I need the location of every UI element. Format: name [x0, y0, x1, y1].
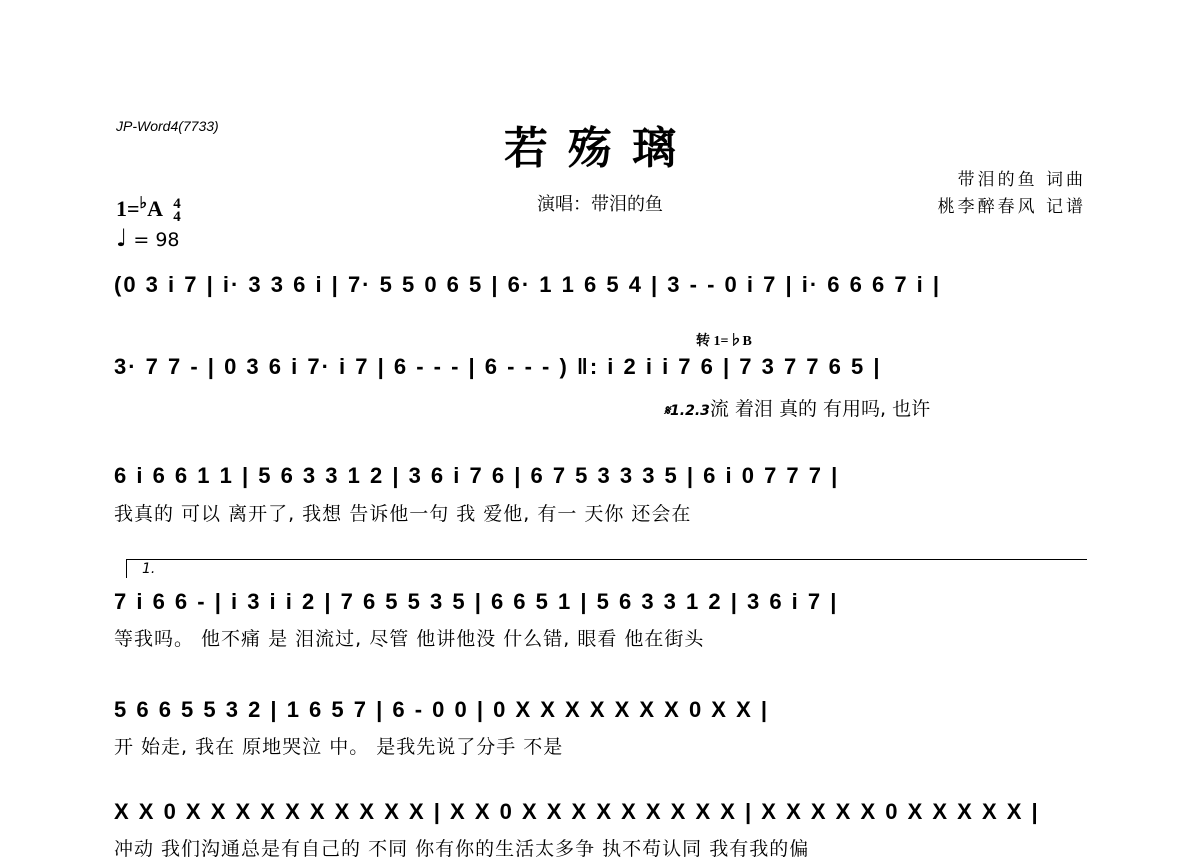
score-line: X X 0 X X X X X X X X X X | X X 0 X X X X X X X X X | X X X X X 0 X X X X X |: [114, 799, 1040, 824]
time-signature-top: 4: [173, 195, 181, 212]
segno-lyric: [664, 394, 930, 421]
song-title: 若殇璃: [504, 123, 696, 174]
tempo-value: = 98: [133, 229, 180, 251]
singer-credit: 演唱：带泪的鱼: [537, 194, 663, 215]
lyric-line: 开 始走, 我在 原地哭泣 中。 是我先说了分手 不是: [114, 736, 564, 758]
time-signature: [173, 195, 181, 225]
key-prefix: 1=: [116, 196, 140, 221]
key-signature: [116, 193, 181, 224]
segno-icon: 𝄋1.2.3: [664, 403, 710, 419]
flat-icon: ♭: [139, 195, 148, 212]
quarter-note-icon: ♩: [116, 224, 128, 252]
score-line: 6 i 6 6 1 1 | 5 6 3 3 1 2 | 3 6 i 7 6 | 6 7 5 3 3 3 5 | 6 i 0 7 7 7 |: [114, 463, 840, 488]
volta-bracket: [126, 559, 1087, 578]
key-note: A: [147, 196, 162, 221]
app-id: JP-Word4(7733): [116, 118, 219, 134]
time-signature-bottom: 4: [173, 208, 181, 225]
volta-label: 1.: [142, 561, 156, 577]
score-line: 3· 7 7 - | 0 3 6 i 7· i 7 | 6 - - - | 6 - - - ) ‖: i 2 i i 7 6 | 7 3 7 7 6 5 |: [114, 354, 882, 379]
lyricist-composer-credit: 带泪的鱼 词曲: [957, 170, 1086, 190]
transcriber-credit: 桃李醉春风 记谱: [937, 197, 1086, 217]
key-change-marking: 转 1=♭B: [696, 334, 752, 349]
score-line: (0 3 i 7 | i· 3 3 6 i | 7· 5 5 0 6 5 | 6· 1 1 6 5 4 | 3 - - 0 i 7 | i· 6 6 6 7 i |: [114, 272, 942, 297]
score-line: 5 6 6 5 5 3 2 | 1 6 5 7 | 6 - 0 0 | 0 X X X X X X X 0 X X |: [114, 697, 770, 722]
lyric-line: 等我吗。 他不痛 是 泪流过, 尽管 他讲他没 什么错, 眼看 他在街头: [114, 628, 705, 650]
score-line: 7 i 6 6 - | i 3 i i 2 | 7 6 5 5 3 5 | 6 6 5 1 | 5 6 3 3 1 2 | 3 6 i 7 |: [114, 589, 839, 614]
lyric-line: 我真的 可以 离开了, 我想 告诉他一句 我 爱他, 有一 天你 还会在: [114, 503, 692, 525]
segno-lyric-text: 流 着泪 真的 有用吗, 也许: [709, 398, 931, 420]
tempo-marking: [116, 224, 180, 252]
lyric-line: 冲动 我们沟通总是有自己的 不同 你有你的生活太多争 执不苟认同 我有我的偏: [114, 838, 810, 860]
